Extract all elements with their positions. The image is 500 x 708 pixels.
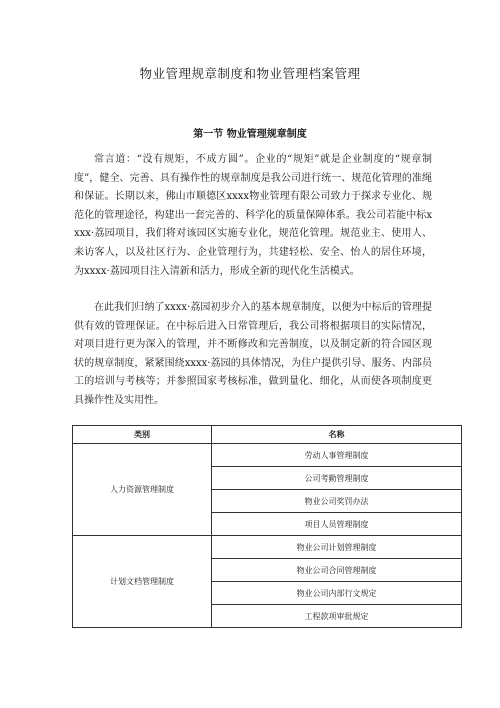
paragraph-summary: 在此我们归纳了xxxx·荔园初步介入的基本规章制度，以便为中标后的管理提供有效的管理保证。在中标后进入日常管理后，我公司将根据项目的实际情况，对项目进行更为深入的管理，并不断修改和完善制度，以及制定新的符合园区现状的规章制度，紧紧围绕xxxx·荔园的具体情况，为住户提供引导、服务、内部员工的培训与考核等；并参照国家考核标准，做到量化、细化，从而使各项制度更具操作性及实用性。 [74, 302, 432, 406]
rule-name-cell: 物业公司内部行文规定 [212, 582, 462, 605]
category-cell: 计划文档管理制度 [73, 536, 212, 628]
table-header-row [73, 426, 462, 444]
header-name: 名称 [212, 426, 462, 444]
rules-table [72, 425, 462, 628]
header-category: 类别 [73, 426, 212, 444]
rule-name-cell: 公司考勤管理制度 [212, 467, 462, 490]
table-row [73, 444, 462, 467]
rule-name-cell: 工程款项审批规定 [212, 605, 462, 628]
paragraph-intro: 常言道：“没有规矩，不成方圆”。企业的“规矩”就是企业制度的“规章制度”，健全、完善、具有操作性的规章制度是我公司进行统一、规范化管理的准绳和保证。长期以来，佛山市顺德区xxxx物业管理有限公司致力于探求专业化、规范化的管理途径，构建出一套完善的、科学化的质量保障体系。我公司若能中标xxxx·荔园项目，我们将对该园区实施专业化，规范化管理。规范业主、使用人、来访客人，以及社区行为、企业管理行为，共建轻松、安全、怡人的居住环境，为xxxx·荔园项目注入清新和活力，形成全新的现代化生活模式。 [74, 154, 432, 277]
rule-name-cell: 物业公司计划管理制度 [212, 536, 462, 559]
section-title: 第一节 物业管理规章制度 [193, 129, 307, 140]
table-row [73, 536, 462, 559]
rule-name-cell: 物业公司合同管理制度 [212, 559, 462, 582]
rule-name-cell: 物业公司奖罚办法 [212, 490, 462, 513]
document-title: 物业管理规章制度和物业管理档案管理 [139, 66, 361, 81]
rule-name-cell: 劳动人事管理制度 [212, 444, 462, 467]
category-cell: 人力资源管理制度 [73, 444, 212, 536]
rule-name-cell: 项目人员管理制度 [212, 513, 462, 536]
